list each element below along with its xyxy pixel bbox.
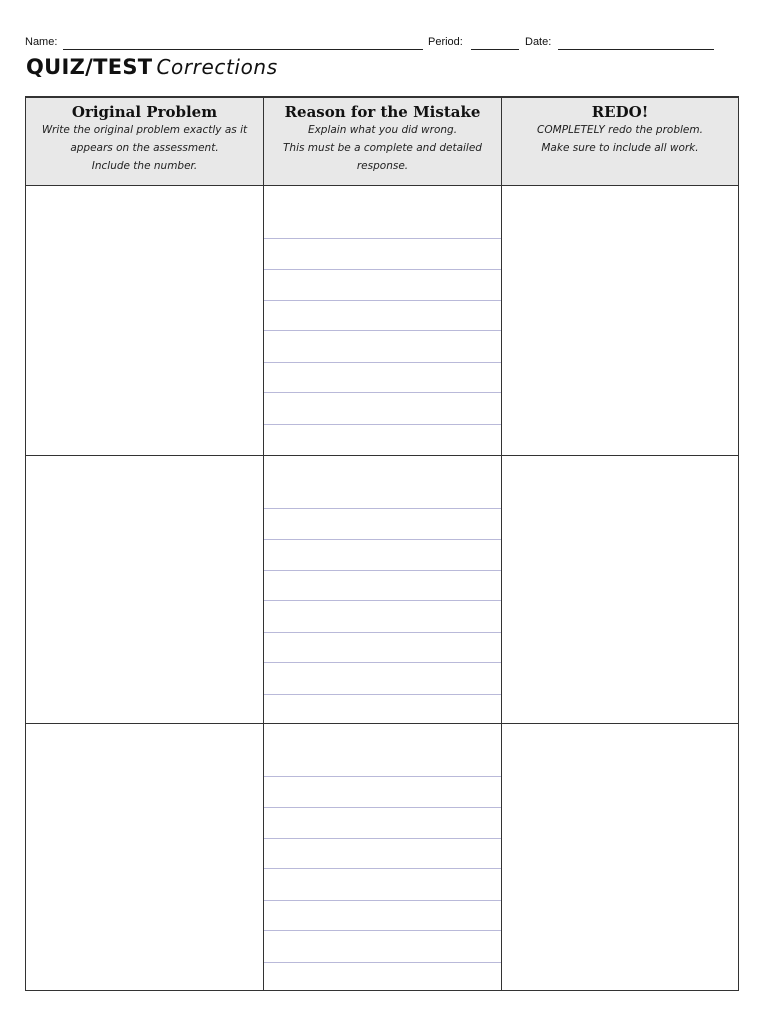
- writing-line: [264, 838, 501, 839]
- column-instruction: response.: [356, 160, 409, 172]
- reason-cell-1[interactable]: [264, 186, 501, 455]
- writing-line: [264, 662, 501, 663]
- original-problem-cell-3[interactable]: [26, 724, 263, 991]
- column-heading: REDO!: [591, 103, 649, 121]
- redo-cell-2[interactable]: [502, 456, 738, 723]
- corrections-table: [25, 96, 739, 991]
- original-problem-cell-2[interactable]: [26, 456, 263, 723]
- column-instruction: This must be a complete and detailed: [283, 142, 482, 154]
- column-instruction: Write the original problem exactly as it: [41, 124, 248, 136]
- column-instruction: Make sure to include all work.: [541, 142, 699, 154]
- student-info-line: [25, 36, 725, 54]
- writing-line: [264, 300, 501, 301]
- writing-line: [264, 632, 501, 633]
- date-field[interactable]: [558, 49, 714, 50]
- period-field[interactable]: [471, 49, 519, 50]
- writing-line: [264, 539, 501, 540]
- writing-line: [264, 900, 501, 901]
- column-instruction: Include the number.: [91, 160, 198, 172]
- name-field[interactable]: [63, 49, 423, 50]
- reason-cell-2[interactable]: [264, 456, 501, 723]
- table-header-row: [26, 98, 738, 186]
- writing-line: [264, 570, 501, 571]
- date-label: Date:: [525, 36, 552, 48]
- writing-line: [264, 807, 501, 808]
- writing-line: [264, 392, 501, 393]
- writing-line: [264, 868, 501, 869]
- column-instruction: appears on the assessment.: [70, 142, 219, 154]
- page-title: [26, 55, 278, 79]
- writing-line: [264, 238, 501, 239]
- original-problem-cell-1[interactable]: [26, 186, 263, 455]
- redo-cell-3[interactable]: [502, 724, 738, 991]
- name-label: Name:: [25, 36, 58, 48]
- writing-line: [264, 508, 501, 509]
- title-bold: QUIZ/TEST: [26, 55, 153, 79]
- writing-line: [264, 962, 501, 963]
- column-heading: Reason for the Mistake: [284, 103, 481, 121]
- writing-line: [264, 362, 501, 363]
- writing-line: [264, 694, 501, 695]
- writing-line: [264, 424, 501, 425]
- column-heading: Original Problem: [71, 103, 218, 121]
- header-original-problem: [26, 98, 263, 185]
- writing-line: [264, 930, 501, 931]
- writing-line: [264, 776, 501, 777]
- header-reason-for-mistake: [264, 98, 501, 185]
- writing-line: [264, 330, 501, 331]
- period-label: Period:: [428, 36, 463, 48]
- writing-line: [264, 269, 501, 270]
- header-redo: [502, 98, 738, 185]
- redo-cell-1[interactable]: [502, 186, 738, 455]
- column-instruction: COMPLETELY redo the problem.: [537, 124, 703, 136]
- writing-line: [264, 600, 501, 601]
- title-light: Corrections: [156, 55, 278, 79]
- reason-cell-3[interactable]: [264, 724, 501, 991]
- column-instruction: Explain what you did wrong.: [307, 124, 458, 136]
